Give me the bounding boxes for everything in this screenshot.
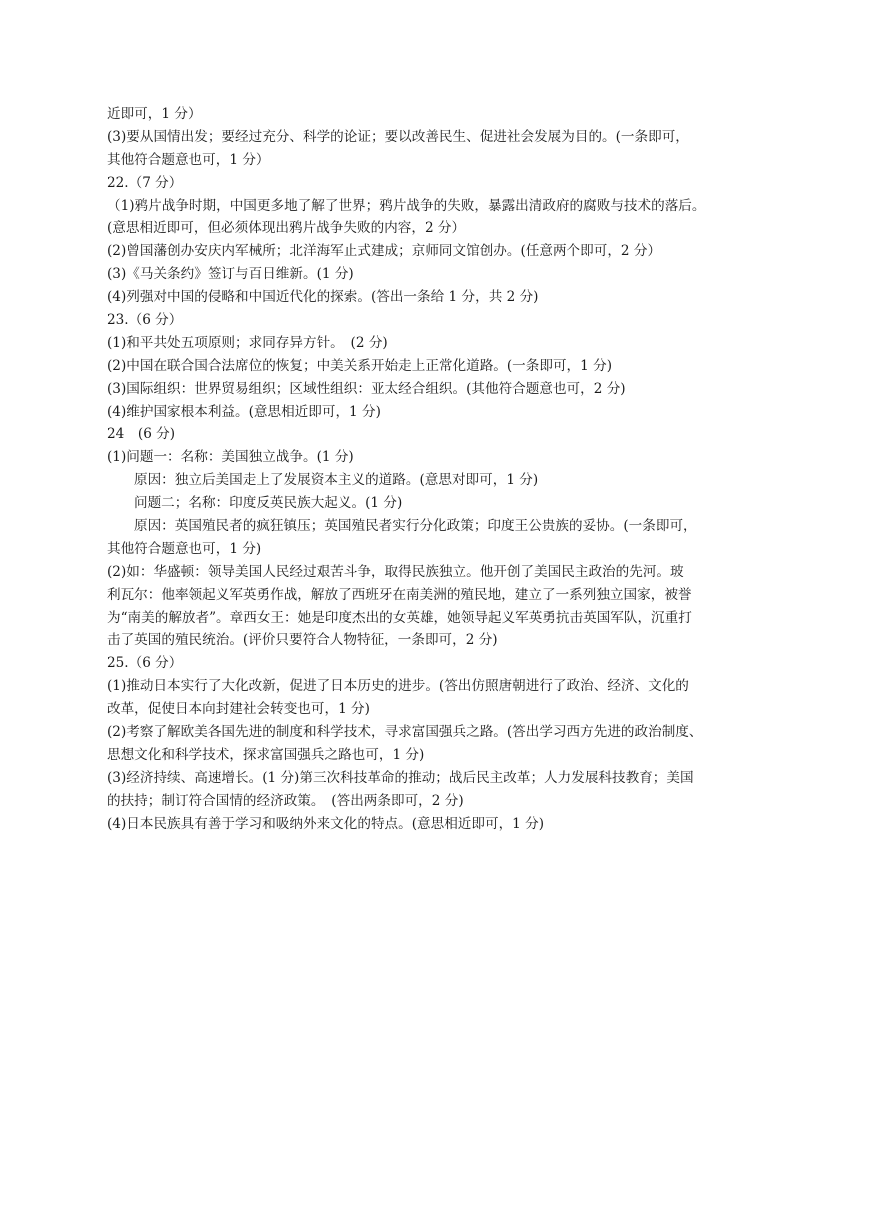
text-line: (3)要从国情出发；要经过充分、科学的论证；要以改善民生、促进社会发展为目的。(一条即可， (107, 128, 689, 145)
text-line: (4)日本民族具有善于学习和吸纳外来文化的特点。(意思相近即可，1 分) (107, 815, 545, 832)
answer-key-text (107, 103, 767, 836)
text-line: (1)推动日本实行了大化改新，促进了日本历史的进步。(答出仿照唐朝进行了政治、经济、文化的 (107, 678, 689, 695)
text-line: 近即可，1 分） (107, 106, 202, 122)
text-line: (3)国际组织：世界贸易组织；区域性组织：亚太经合组织。(其他符合题意也可，2 分) (107, 380, 626, 397)
text-line: 为“南美的解放者”。章西女王：她是印度杰出的女英雄，她领导起义军英勇抗击英国军队，沉重打 (107, 609, 692, 626)
text-line: 改革，促使日本向封建社会转变也可，1 分) (107, 701, 370, 718)
text-line: (2)中国在联合国合法席位的恢复；中美关系开始走上正常化道路。(一条即可，1 分) (107, 357, 613, 374)
text-line: （1)鸦片战争时期，中国更多地了解了世界；鸦片战争的失败，暴露出清政府的腐败与技术的落后。 (107, 197, 706, 214)
text-line: 其他符合题意也可，1 分) (107, 540, 262, 557)
text-line: 的扶持；制订符合国情的经济政策。 (答出两条即可，2 分) (107, 792, 464, 809)
text-line: (3)经济持续、高速增长。(1 分)第三次科技革命的推动；战后民主改革；人力发展科技教育；美国 (107, 769, 694, 786)
text-line: 其他符合题意也可，1 分） (107, 151, 270, 168)
question-heading: 23.（6 分） (107, 312, 183, 329)
text-line: (意思相近即可，但必须体现出鸦片战争失败的内容，2 分） (107, 220, 466, 237)
text-line: (2)曾国藩创办安庆内军械所；北洋海军止式建成；京师同文馆创办。(任意两个即可，2 分） (107, 243, 662, 260)
text-line: (3)《马关条约》签订与百日维新。(1 分) (107, 266, 354, 283)
question-heading: 22.（7 分） (107, 174, 183, 191)
text-line: 思想文化和科学技术，探求富国强兵之路也可，1 分) (107, 746, 425, 763)
text-line: 问题二；名称：印度反英民族大起义。(1 分) (134, 495, 403, 512)
text-line: (4)列强对中国的侵略和中国近代化的探索。(答出一条给 1 分，共 2 分) (107, 289, 539, 306)
question-heading: 24 (6 分) (107, 426, 176, 443)
text-line: 原因：英国殖民者的疯狂镇压；英国殖民者实行分化政策；印度王公贵族的妥协。(一条即可， (134, 518, 697, 535)
text-line: (1)和平共处五项原则；求同存异方针。 (2 分) (107, 334, 388, 351)
text-line: (2)如：华盛顿：领导美国人民经过艰苦斗争，取得民族独立。他开创了美国民主政治的先河。玻 (107, 563, 684, 580)
text-line: 利瓦尔：他率领起义军英勇作战，解放了西班牙在南美洲的殖民地，建立了一系列独立国家，被誉 (107, 586, 692, 603)
text-line: (1)问题一：名称：美国独立战争。(1 分) (107, 449, 354, 466)
text-line: 击了英国的殖民统治。(评价只要符合人物特征，一条即可，2 分) (107, 632, 498, 649)
text-line: (2)考察了解欧美各国先进的制度和科学技术，寻求富国强兵之路。(答出学习西方先进的政治制度、 (107, 724, 703, 741)
text-line: (4)维护国家根本利益。(意思相近即可，1 分) (107, 403, 381, 420)
text-line: 原因：独立后美国走上了发展资本主义的道路。(意思对即可，1 分) (134, 472, 539, 489)
question-heading: 25.（6 分） (107, 655, 183, 672)
